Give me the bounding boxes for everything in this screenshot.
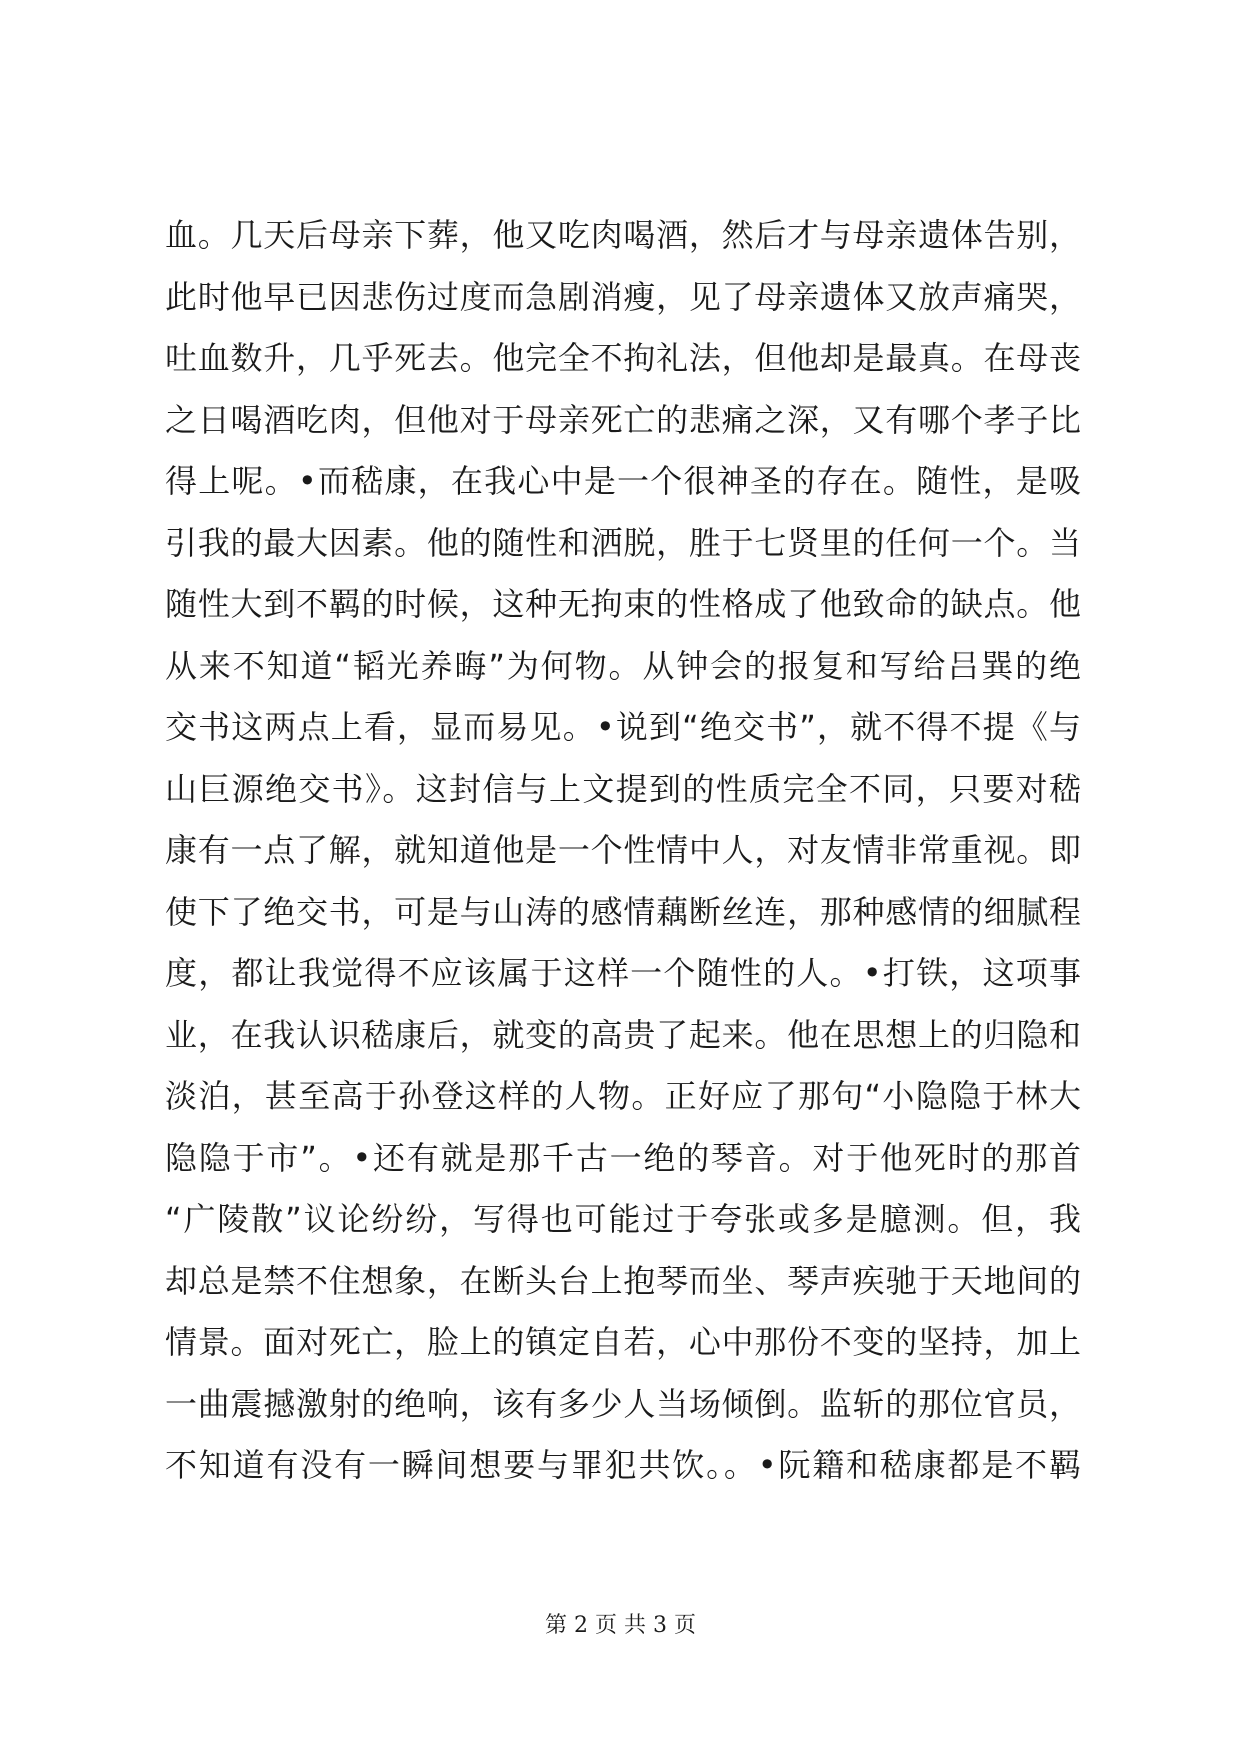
text-line: 度，都让我觉得不应该属于这样一个随性的人。•打铁，这项事 <box>165 954 1081 992</box>
text-line: 情景。面对死亡，脸上的镇定自若，心中那份不变的坚持，加上 <box>165 1323 1081 1361</box>
text-line: “广陵散”议论纷纷，写得也可能过于夸张或多是臆测。但，我 <box>165 1200 1081 1238</box>
text-line: 得上呢。•而嵇康，在我心中是一个很神圣的存在。随性，是吸 <box>165 462 1081 500</box>
text-line: 康有一点了解，就知道他是一个性情中人，对友情非常重视。即 <box>165 831 1081 869</box>
text-line: 使下了绝交书，可是与山涛的感情藕断丝连，那种感情的细腻程 <box>165 892 1081 931</box>
text-line: 却总是禁不住想象，在断头台上抱琴而坐、琴声疾驰于天地间的 <box>165 1261 1081 1300</box>
text-line: 不知道有没有一瞬间想要与罪犯共饮。。•阮籍和嵇康都是不羁 <box>165 1446 1081 1484</box>
text-line: 业，在我认识嵇康后，就变的高贵了起来。他在思想上的归隐和 <box>165 1015 1081 1054</box>
text-line: 淡泊，甚至高于孙登这样的人物。正好应了那句“小隐隐于林大 <box>165 1077 1081 1115</box>
text-line: 从来不知道“韬光养晦”为何物。从钟会的报复和写给吕巽的绝 <box>165 646 1081 685</box>
text-line: 吐血数升，几乎死去。他完全不拘礼法，但他却是最真。在母丧 <box>165 339 1081 377</box>
text-line: 此时他早已因悲伤过度而急剧消瘦，见了母亲遗体又放声痛哭， <box>165 277 1081 316</box>
text-line: 一曲震撼激射的绝响，该有多少人当场倾倒。监斩的那位官员， <box>165 1384 1081 1423</box>
body-text <box>165 205 1081 1497</box>
text-line: 血。几天后母亲下葬，他又吃肉喝酒，然后才与母亲遗体告别， <box>165 216 1081 254</box>
text-line: 引我的最大因素。他的随性和洒脱，胜于七贤里的任何一个。当 <box>165 523 1081 562</box>
text-line: 之日喝酒吃肉，但他对于母亲死亡的悲痛之深，又有哪个孝子比 <box>165 400 1081 439</box>
text-line: 山巨源绝交书》。这封信与上文提到的性质完全不同，只要对嵇 <box>165 769 1081 808</box>
text-line: 随性大到不羁的时候，这种无拘束的性格成了他致命的缺点。他 <box>165 585 1081 623</box>
text-line: 交书这两点上看，显而易见。•说到“绝交书”，就不得不提《与 <box>165 708 1081 746</box>
page-number-footer: 第 2 页 共 3 页 <box>545 1613 696 1638</box>
text-line: 隐隐于市”。•还有就是那千古一绝的琴音。对于他死时的那首 <box>165 1138 1081 1177</box>
